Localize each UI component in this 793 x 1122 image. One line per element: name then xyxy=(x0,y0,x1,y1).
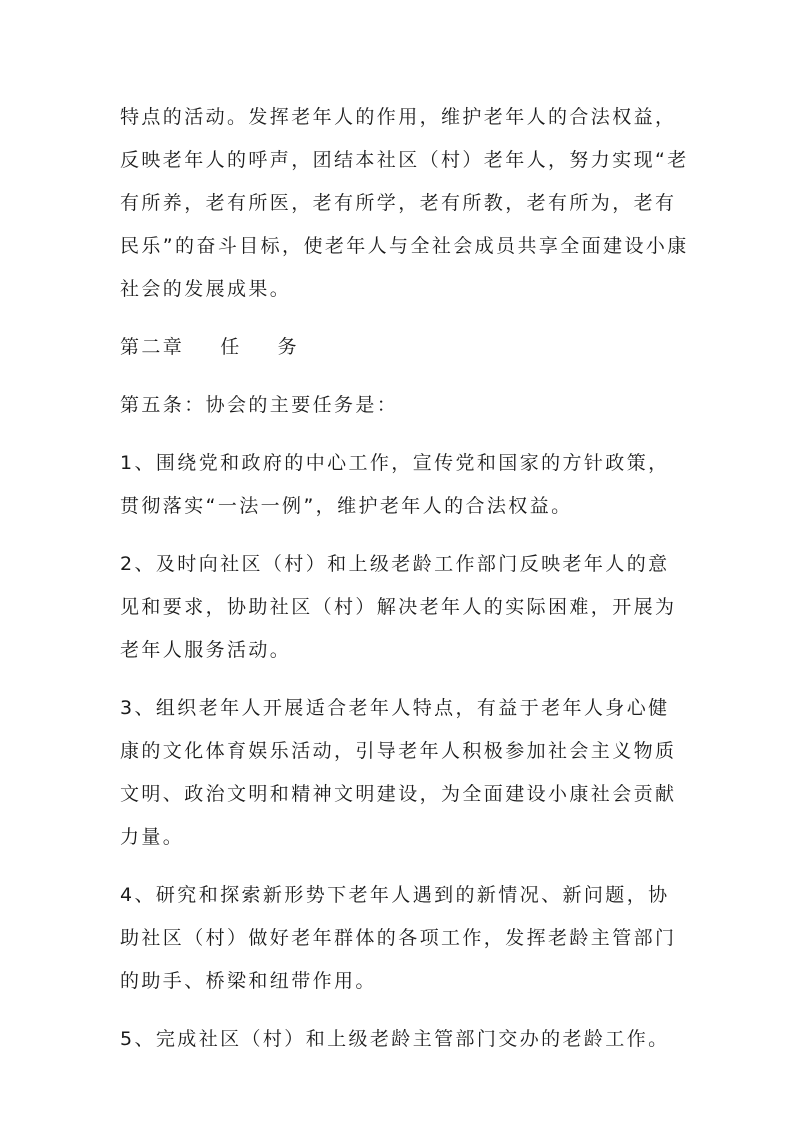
text-line: 社会的发展成果。 xyxy=(120,278,292,300)
chapter-heading xyxy=(120,326,680,369)
list-item xyxy=(120,543,680,672)
text-line: 4、研究和探索新形势下老年人遇到的新情况、新问题，协 xyxy=(120,884,670,906)
list-item xyxy=(120,687,680,859)
intro-paragraph xyxy=(120,96,689,311)
text-line: 1、围绕党和政府的中心工作，宣传党和国家的方针政策， xyxy=(120,452,670,474)
text-line: 康的文化体育娱乐活动，引导老年人积极参加社会主义物质 xyxy=(120,740,677,762)
chapter-title-char: 务 xyxy=(277,336,300,358)
article-heading-paragraph xyxy=(120,384,680,427)
chapter-title-char: 任 xyxy=(220,336,242,358)
text-line: 老年人服务活动。 xyxy=(120,639,292,661)
text-line: 2、及时向社区（村）和上级老龄工作部门反映老年人的意 xyxy=(120,553,670,575)
text-line: 有所养，老有所医，老有所学，老有所教，老有所为，老有 xyxy=(120,192,677,214)
list-item xyxy=(120,874,680,1003)
text-line: 的助手、桥梁和纽带作用。 xyxy=(120,970,377,992)
document-body xyxy=(120,96,689,1061)
list-item xyxy=(120,1018,680,1061)
text-line: 特点的活动。发挥老年人的作用，维护老年人的合法权益， xyxy=(120,106,677,128)
text-line: 民乐”的奋斗目标，使老年人与全社会成员共享全面建设小康 xyxy=(120,235,689,257)
text-line: 文明、政治文明和精神文明建设，为全面建设小康社会贡献 xyxy=(120,783,677,805)
text-line: 3、组织老年人开展适合老年人特点，有益于老年人身心健 xyxy=(120,697,670,719)
chapter-number: 第二章 xyxy=(120,336,185,358)
list-item xyxy=(120,442,680,528)
article-heading: 第五条：协会的主要任务是： xyxy=(120,394,399,416)
text-line: 助社区（村）做好老年群体的各项工作，发挥老龄主管部门 xyxy=(120,927,677,949)
text-line: 力量。 xyxy=(120,826,185,848)
text-line: 反映老年人的呼声，团结本社区（村）老年人，努力实现“老 xyxy=(120,149,689,171)
text-line: 5、完成社区（村）和上级老龄主管部门交办的老龄工作。 xyxy=(120,1028,670,1050)
text-line: 贯彻落实“一法一例”，维护老年人的合法权益。 xyxy=(120,495,573,517)
text-line: 见和要求，协助社区（村）解决老年人的实际困难，开展为 xyxy=(120,596,677,618)
